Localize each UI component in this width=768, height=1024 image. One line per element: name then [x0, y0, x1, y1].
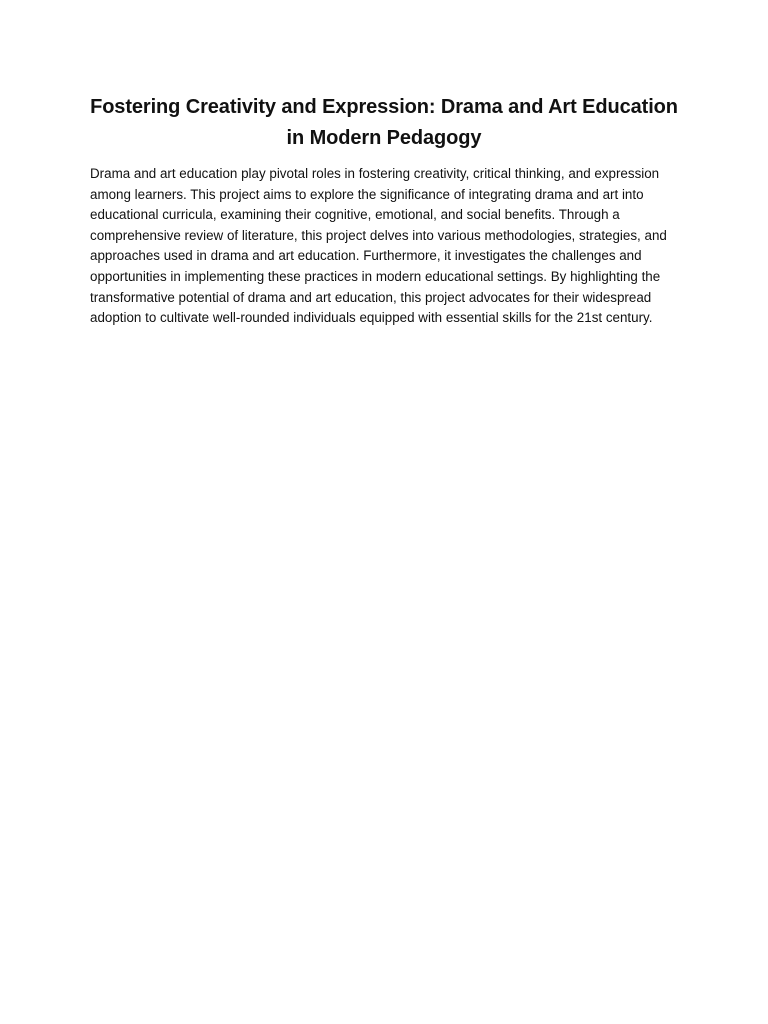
abstract-paragraph: Drama and art education play pivotal roles in fostering creativity, critical thinking, and expression among learners. This project aims to explore the significance of integrating drama and art into educational curricula, examining their cognitive, emotional, and social benefits. Through a comprehensive review of literature, this project delves into various methodologies, strategies, and approaches used in drama and art education. Furthermore, it investigates the challenges and opportunities in implementing these practices in modern educational settings. By highlighting the transformative potential of drama and art education, this project advocates for their widespread adoption to cultivate well-rounded individuals equipped with essential skills for the 21st century.	[90, 166, 667, 326]
document-title: Fostering Creativity and Expression: Drama and Art Education in Modern Pedagogy	[90, 96, 678, 149]
